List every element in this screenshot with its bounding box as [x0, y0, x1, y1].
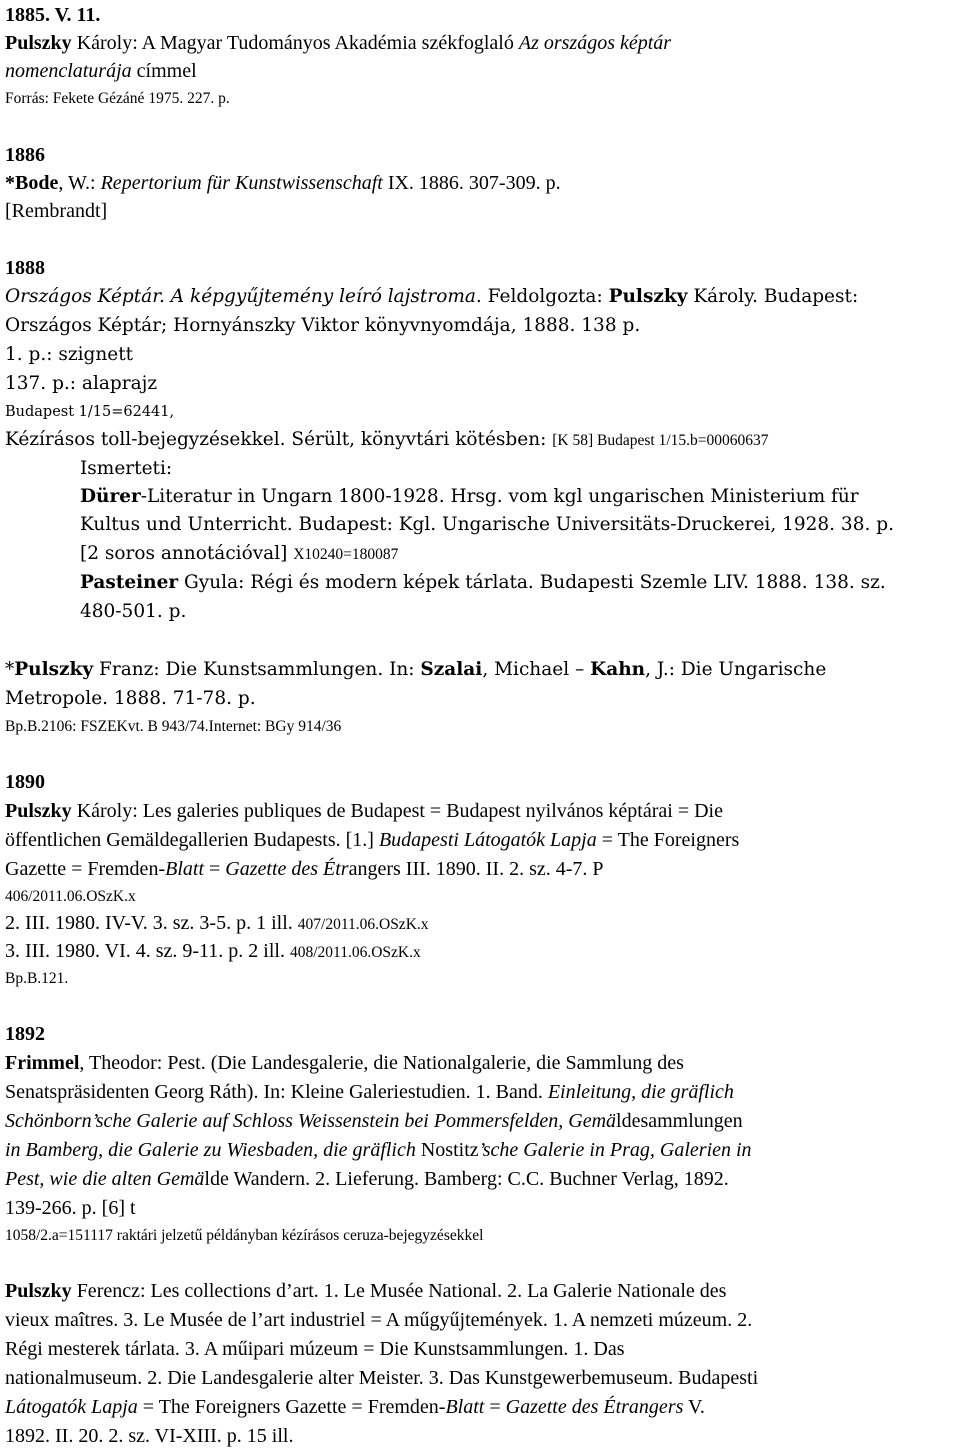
- shelfmark: X10240=180087: [293, 546, 399, 563]
- entry-1888-reviewed-label: Ismerteti:: [80, 458, 173, 479]
- entry-heading-1890: 1890: [5, 771, 45, 793]
- shelfmark: [K 58] Budapest 1/15.b=00060637: [552, 432, 769, 449]
- author-name: Frimmel: [5, 1052, 80, 1074]
- entry-1888-review-4: Pasteiner Gyula: Régi és modern képek tárlata. Budapesti Szemle LIV. 1888. 138. sz.: [80, 572, 886, 593]
- entry-1888-review-1: Dürer-Literatur in Ungarn 1800-1928. Hrsg. vom kgl ungarischen Ministerium für: [80, 486, 859, 507]
- entry-1892-line-4: in Bamberg, die Galerie zu Wiesbaden, die gräflich Nostitz’sche Galerie in Prag, Galerien in: [5, 1139, 752, 1161]
- entry-1892b-line-5: Látogatók Lapja = The Foreigners Gazette = Fremden-Blatt = Gazette des Étrangers V.: [5, 1396, 705, 1418]
- work-title: Budapesti Látogatók Lapja: [378, 829, 597, 851]
- entry-1888-review-2: Kultus und Unterricht. Budapest: Kgl. Ungarische Universitäts-Druckerei, 1928. 38. p.: [80, 514, 894, 535]
- author-name: Pulszky: [5, 32, 72, 54]
- author-name: Pulszky: [608, 286, 688, 307]
- entry-heading-1892: 1892: [5, 1023, 45, 1045]
- entry-heading-1886: 1886: [5, 144, 45, 166]
- entry-1892-line-2: Senatspräsidenten Georg Ráth). In: Kleine Galeriestudien. 1. Band. Einleitung, die gräflich: [5, 1081, 734, 1103]
- work-title: Az országos képtár: [518, 32, 672, 54]
- entry-1885-line-1: Pulszky Károly: A Magyar Tudományos Akadémia székfoglaló Az országos képtár: [5, 32, 672, 54]
- entry-1890-line-1: Pulszky Károly: Les galeries publiques de Budapest = Budapest nyilvános képtárai = Die: [5, 800, 723, 822]
- entry-1888-line-6: Kézírásos toll-bejegyzésekkel. Sérült, könyvtári kötésben: [K 58] Budapest 1/15.b=00060637: [5, 429, 769, 450]
- entry-1892-line-6: 139-266. p. [6] t: [5, 1197, 136, 1219]
- entry-1892-holdings: 1058/2.a=151117 raktári jelzetű példányban kézírásos ceruza-bejegyzésekkel: [5, 1227, 484, 1244]
- entry-1890-line-5: 2. III. 1980. IV-V. 3. sz. 3-5. p. 1 ill. 407/2011.06.OSzK.x: [5, 912, 429, 934]
- entry-1892b-line-2: vieux maîtres. 3. Le Musée de l’art industriel = A műgyűjtemények. 1. A nemzeti múzeum. 2.: [5, 1309, 753, 1331]
- entry-1890-holdings: Bp.B.121.: [5, 970, 69, 987]
- entry-heading-1885: 1885. V. 11.: [5, 4, 101, 26]
- entry-1888-holdings: Bp.B.2106: FSZEKvt. B 943/74.Internet: BGy 914/36: [5, 718, 342, 735]
- author-name: Pasteiner: [80, 572, 179, 593]
- author-name: Szalai: [420, 659, 483, 680]
- work-title: Repertorium für Kunstwissenschaft: [100, 172, 383, 194]
- author-name: Pulszky: [5, 1280, 72, 1302]
- entry-1888-line-1: Országos Képtár. A képgyűjtemény leíró lajstroma. Feldolgozta: Pulszky Károly. Budapest:: [5, 286, 859, 307]
- entry-1892-line-3: Schönborn’sche Galerie auf Schloss Weissenstein bei Pommersfelden, Gemäldesammlungen: [5, 1110, 743, 1132]
- work-title: Országos Képtár. A képgyűjtemény leíró lajstroma: [5, 286, 476, 307]
- work-title: nomenclaturája: [5, 60, 132, 82]
- entry-1888-line-14: Metropole. 1888. 71-78. p.: [5, 688, 256, 709]
- entry-1888-line-2: Országos Képtár; Hornyánszky Viktor könyvnyomdája, 1888. 138 p.: [5, 315, 641, 336]
- author-name: Dürer: [80, 486, 141, 507]
- entry-1890-shelfmark-1: 406/2011.06.OSzK.x: [5, 888, 136, 905]
- entry-1886-line-1: *Bode, W.: Repertorium für Kunstwissenschaft IX. 1886. 307-309. p.: [5, 172, 561, 194]
- shelfmark: 407/2011.06.OSzK.x: [297, 916, 429, 933]
- entry-1885-source: Forrás: Fekete Gézáné 1975. 227. p.: [5, 90, 230, 107]
- entry-1892-line-1: Frimmel, Theodor: Pest. (Die Landesgalerie, die Nationalgalerie, die Sammlung des: [5, 1052, 684, 1074]
- entry-1885-line-2: nomenclaturája címmel: [5, 60, 197, 82]
- entry-1888-review-3: [2 soros annotációval] X10240=180087: [80, 543, 399, 564]
- entry-1892b-line-6: 1892. II. 20. 2. sz. VI-XIII. p. 15 ill.: [5, 1425, 294, 1447]
- entry-1890-line-6: 3. III. 1980. VI. 4. sz. 9-11. p. 2 ill. 408/2011.06.OSzK.x: [5, 940, 421, 962]
- entry-1886-line-2: [Rembrandt]: [5, 200, 108, 222]
- entry-1892-line-5: Pest, wie die alten Gemälde Wandern. 2. Lieferung. Bamberg: C.C. Buchner Verlag, 1892.: [5, 1168, 729, 1190]
- author-name: Kahn: [590, 659, 646, 680]
- work-title: Einleitung, die gräflich: [547, 1081, 734, 1103]
- entry-1890-line-3: Gazette = Fremden-Blatt = Gazette des Étrangers III. 1890. II. 2. sz. 4-7. P: [5, 858, 604, 880]
- shelfmark: 408/2011.06.OSzK.x: [289, 944, 421, 961]
- entry-1892b-line-1: Pulszky Ferencz: Les collections d’art. 1. Le Musée National. 2. La Galerie Nationale des: [5, 1280, 727, 1302]
- entry-1888-review-5: 480-501. p.: [80, 601, 187, 622]
- work-title: Látogatók Lapja: [5, 1396, 138, 1418]
- entry-1888-signature: Budapest 1/15=62441,: [5, 404, 175, 420]
- entry-1890-line-2: öffentlichen Gemäldegallerien Budapests. [1.] Budapesti Látogatók Lapja = The Foreigners: [5, 829, 740, 851]
- entry-1888-line-13: *Pulszky Franz: Die Kunstsammlungen. In: Szalai, Michael – Kahn, J.: Die Ungarische: [5, 659, 827, 680]
- entry-1892b-line-3: Régi mesterek tárlata. 3. A műipari múzeum = Die Kunstsammlungen. 1. Das: [5, 1338, 625, 1360]
- author-name: Pulszky: [5, 800, 72, 822]
- entry-1892b-line-4: nationalmuseum. 2. Die Landesgalerie alter Meister. 3. Das Kunstgewerbemuseum. Budapesti: [5, 1367, 759, 1389]
- author-name: *Bode: [5, 172, 59, 194]
- entry-1888-line-4: 137. p.: alaprajz: [5, 373, 158, 394]
- entry-heading-1888: 1888: [5, 257, 45, 279]
- author-name: Pulszky: [14, 659, 94, 680]
- entry-1888-line-3: 1. p.: szignett: [5, 344, 134, 365]
